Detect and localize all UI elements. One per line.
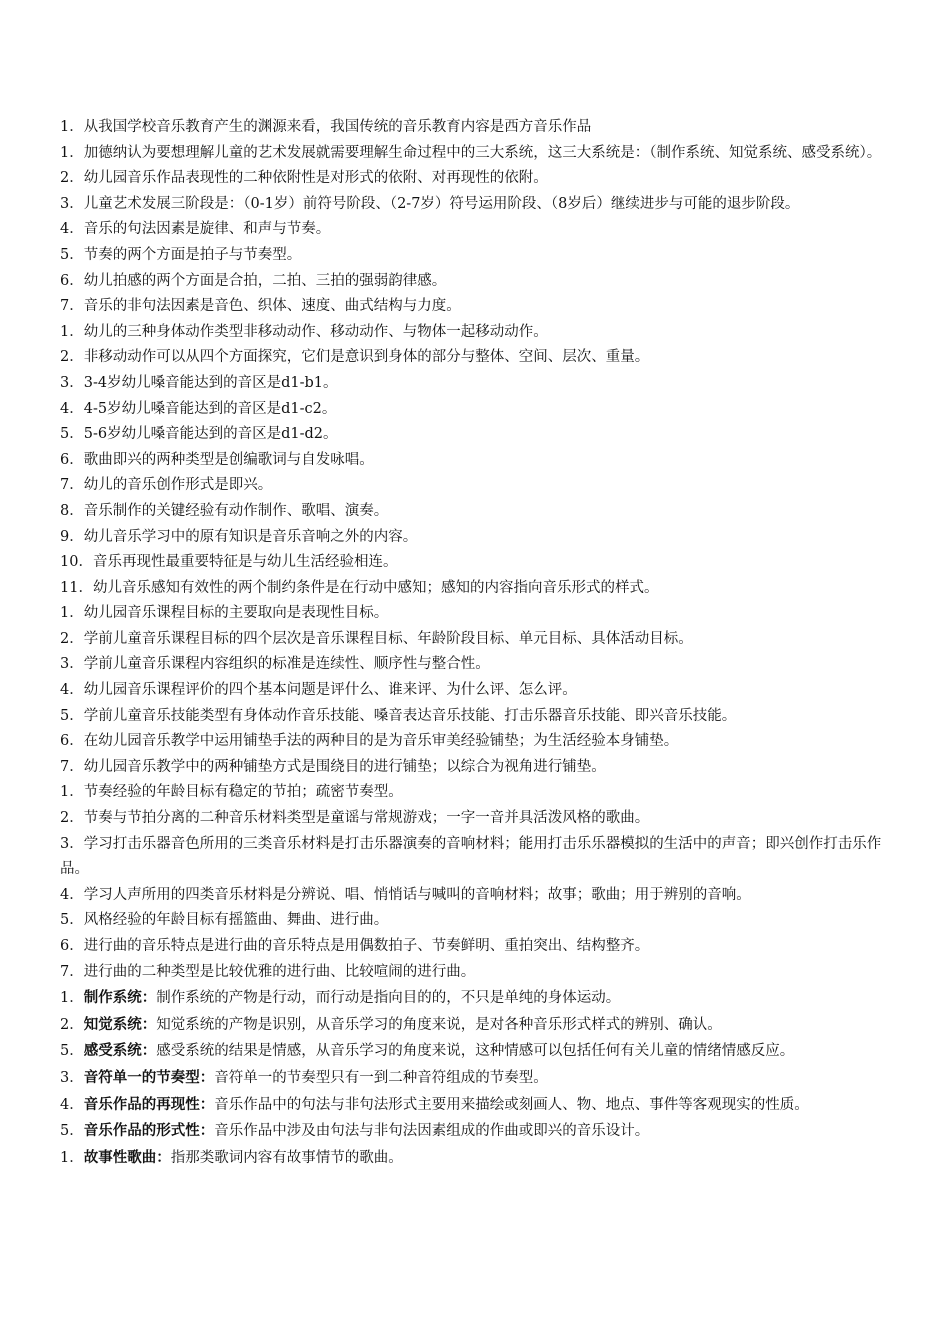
text-line: 6．在幼儿园音乐教学中运用铺垫手法的两种目的是为音乐审美经验铺垫；为生活经验本身铺垫。: [60, 733, 679, 750]
text-line: 7．幼儿园音乐教学中的两种铺垫方式是围绕目的进行铺垫；以综合为视角进行铺垫。: [60, 758, 606, 775]
text-line: 4．幼儿园音乐课程评价的四个基本问题是评什么、谁来评、为什么评、怎么评。: [60, 682, 577, 699]
definition-text: 音符单一的节奏型只有一到二种音符组成的节奏型。: [214, 1069, 548, 1086]
item-number: 1．: [60, 1149, 84, 1166]
definition-text: 音乐作品中涉及由句法与非句法因素组成的作曲或即兴的音乐设计。: [214, 1123, 650, 1140]
definition-line: [60, 985, 902, 1012]
definition-term: 音符单一的节奏型：: [83, 1068, 215, 1086]
definition-line: [60, 1092, 902, 1119]
text-line: 3．学习打击乐器音色所用的三类音乐材料是打击乐器演奏的音响材料；能用打击乐乐器模拟的生活中的声音；即兴创作打击乐作品。: [60, 835, 882, 878]
definition-term: 音乐作品的再现性：: [83, 1095, 215, 1113]
item-number: 2．: [60, 1016, 84, 1033]
text-line: 2．幼儿园音乐作品表现性的二种依附性是对形式的依附、对再现性的依附。: [60, 170, 548, 187]
text-line: 5．学前儿童音乐技能类型有身体动作音乐技能、嗓音表达音乐技能、打击乐器音乐技能、即兴音乐技能。: [60, 707, 737, 724]
definition-text: 指那类歌词内容有故事情节的歌曲。: [170, 1149, 403, 1166]
text-line: 6．歌曲即兴的两种类型是创编歌词与自发咏唱。: [60, 451, 374, 468]
text-line: 4．4-5岁幼儿嗓音能达到的音区是d1-c2。: [60, 400, 337, 417]
definition-term: 故事性歌曲：: [83, 1148, 171, 1166]
text-line: 9．幼儿音乐学习中的原有知识是音乐音响之外的内容。: [60, 528, 418, 545]
text-line: 5．风格经验的年龄目标有摇篮曲、舞曲、进行曲。: [60, 912, 389, 929]
definition-line: [60, 1065, 902, 1092]
definition-term: 音乐作品的形式性：: [83, 1122, 215, 1140]
text-line: 10．音乐再现性最重要特征是与幼儿生活经验相连。: [60, 554, 398, 571]
text-line: 3．学前儿童音乐课程内容组织的标准是连续性、顺序性与整合性。: [60, 656, 490, 673]
definition-text: 感受系统的结果是情感，从音乐学习的角度来说，这种情感可以包括任何有关儿童的情绪情感反应。: [156, 1043, 795, 1060]
text-line: 1．从我国学校音乐教育产生的渊源来看，我国传统的音乐教育内容是西方音乐作品: [60, 119, 592, 135]
definition-text: 知觉系统的产物是识别，从音乐学习的角度来说，是对各种音乐形式样式的辨别、确认。: [156, 1016, 722, 1033]
text-line: 11．幼儿音乐感知有效性的两个制约条件是在行动中感知；感知的内容指向音乐形式的样式。: [60, 579, 659, 596]
text-line: 5．5-6岁幼儿嗓音能达到的音区是d1-d2。: [60, 426, 338, 443]
definition-line: [60, 1145, 902, 1172]
item-number: 4．: [60, 1096, 84, 1113]
text-line: 6．进行曲的音乐特点是进行曲的音乐特点是用偶数拍子、节奏鲜明、重拍突出、结构整齐。: [60, 938, 650, 954]
item-number: 1．: [60, 990, 84, 1007]
text-line: 4．音乐的句法因素是旋律、和声与节奏。: [60, 221, 331, 238]
text-line: 6．幼儿拍感的两个方面是合拍，二拍、三拍的强弱韵律感。: [60, 272, 447, 289]
text-line: 2．节奏与节拍分离的二种音乐材料类型是童谣与常规游戏；一字一音并具活泼风格的歌曲。: [60, 810, 650, 827]
definition-line: [60, 1118, 902, 1145]
definition-term: 感受系统：: [83, 1042, 157, 1060]
text-line: 3．儿童艺术发展三阶段是：（0-1岁）前符号阶段、（2-7岁）符号运用阶段、（8岁后）继续进步与可能的退步阶段。: [60, 195, 800, 212]
item-number: 5．: [60, 1043, 84, 1060]
text-line: 3．3-4岁幼儿嗓音能达到的音区是d1-b1。: [60, 374, 338, 391]
definition-line: [60, 1038, 902, 1065]
text-line: 7．音乐的非句法因素是音色、织体、速度、曲式结构与力度。: [60, 298, 461, 315]
text-line: 4．学习人声所用的四类音乐材料是分辨说、唱、悄悄话与喊叫的音响材料；故事；歌曲；用于辨别的音响。: [60, 886, 751, 903]
text-line: 5．节奏的两个方面是拍子与节奏型。: [60, 246, 302, 263]
text-line: 1．加德纳认为要想理解儿童的艺术发展就需要理解生命过程中的三大系统，这三大系统是：（制作系统、知觉系统、感受系统）。: [60, 144, 882, 161]
text-line: 7．幼儿的音乐创作形式是即兴。: [60, 477, 273, 494]
text-line: 1．幼儿园音乐课程目标的主要取向是表现性目标。: [60, 605, 389, 622]
text-line: 2．学前儿童音乐课程目标的四个层次是音乐课程目标、年龄阶段目标、单元目标、具体活动目标。: [60, 630, 693, 647]
text-line: 2．非移动动作可以从四个方面探究，它们是意识到身体的部分与整体、空间、层次、重量。: [60, 349, 650, 366]
definition-term: 知觉系统：: [83, 1015, 157, 1033]
text-line: 1．幼儿的三种身体动作类型非移动动作、移动动作、与物体一起移动动作。: [60, 323, 548, 340]
text-line: 8．音乐制作的关键经验有动作制作、歌唱、演奏。: [60, 502, 389, 519]
text-line: 1．节奏经验的年龄目标有稳定的节拍；疏密节奏型。: [60, 784, 403, 801]
definition-text: 制作系统的产物是行动，而行动是指向目的的，不只是单纯的身体运动。: [156, 990, 621, 1007]
definition-term: 制作系统：: [83, 989, 157, 1007]
definition-line: [60, 1012, 902, 1039]
document-body: [60, 115, 902, 1171]
item-number: 5．: [60, 1123, 84, 1140]
text-line: 7．进行曲的二种类型是比较优雅的进行曲、比较喧闹的进行曲。: [60, 963, 476, 980]
item-number: 3．: [60, 1069, 84, 1086]
definition-text: 音乐作品中的句法与非句法形式主要用来描绘或刻画人、物、地点、事件等客观现实的性质。: [214, 1096, 809, 1113]
